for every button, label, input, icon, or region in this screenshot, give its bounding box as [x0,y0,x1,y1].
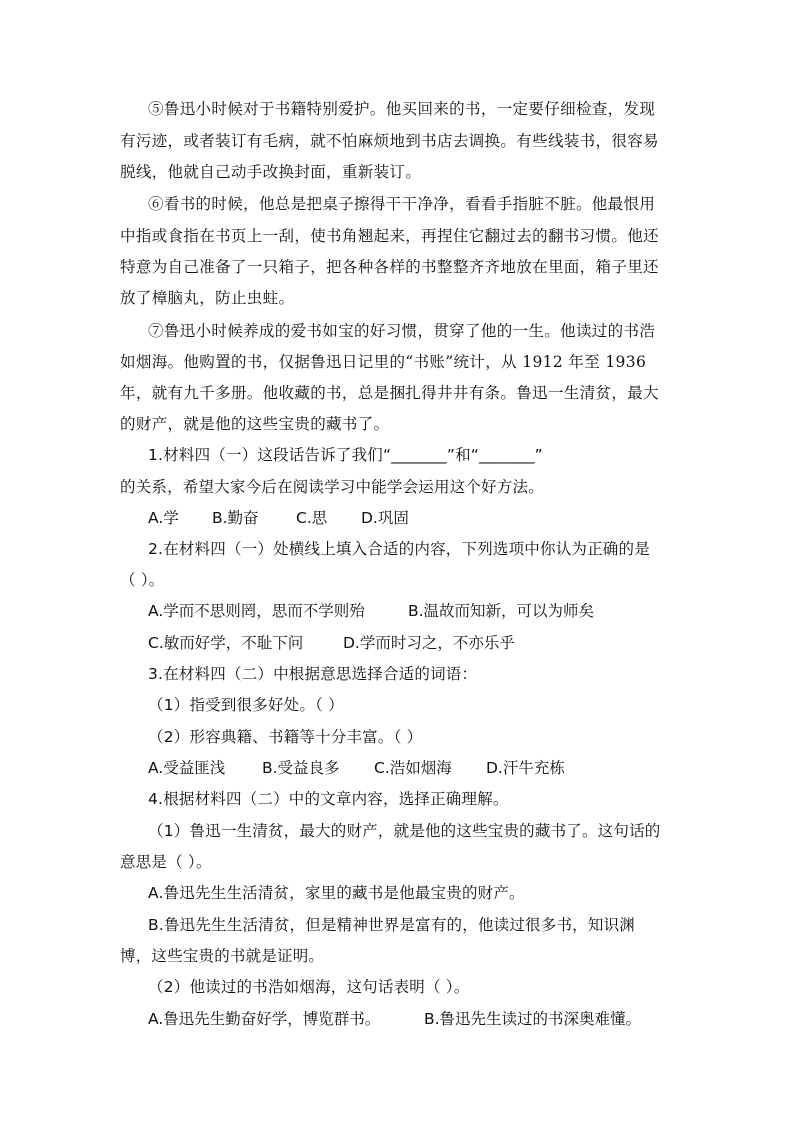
paragraph-6-line-3: 特意为自己准备了一只箱子，把各种各样的书整整齐齐地放在里面，箱子里还 [120,258,659,276]
question-3-option-a: A.受益匪浅 [148,759,226,777]
question-1-line-1: 1.材料四（一）这段话告诉了我们“_______”和“_______” [148,446,543,464]
paragraph-7-line-2: 如烟海。他购置的书，仅据鲁迅日记里的“书账”统计，从 1912 年至 1936 [120,353,647,371]
question-1-line-2: 的关系，希望大家今后在阅读学习中能学会运用这个好方法。 [120,478,544,496]
question-3-option-c: C.浩如烟海 [374,759,452,777]
paragraph-6-line-1: ⑥看书的时候，他总是把桌子擦得干干净净，看看手指脏不脏。他最恨用 [148,195,656,213]
question-3-option-d: D.汗牛充栋 [486,759,565,777]
question-1-option-a: A.学 [148,509,179,527]
question-4-line-1: 4.根据材料四（二）中的文章内容，选择正确理解。 [148,790,509,808]
question-2-line-1: 2.在材料四（一）处横线上填入合适的内容，下列选项中你认为正确的是 [148,540,650,558]
question-3-option-b: B.受益良多 [262,759,340,777]
question-2-option-b: B.温故而知新，可以为师矣 [408,602,595,620]
paragraph-5-line-1: ⑤鲁迅小时候对于书籍特别爱护。他买回来的书，一定要仔细检查，发现 [148,100,656,118]
question-4-sub-1-option-b-line-1: B.鲁迅先生生活清贫，但是精神世界是富有的，他读过很多书，知识渊 [148,916,635,934]
question-4-sub-1-option-b-line-2: 博，这些宝贵的书就是证明。 [120,947,325,965]
question-1-option-b: B.勤奋 [212,509,259,527]
paragraph-5-line-3: 脱线，他就自己动手改换封面，重新装订。 [120,163,422,181]
question-4-sub-2-line-1: （2）他读过的书浩如烟海，这句话表明（ ）。 [148,978,470,996]
paragraph-6-line-4: 放了樟脑丸，防止虫蛀。 [120,289,295,307]
question-1-option-c: C.思 [296,509,328,527]
question-4-sub-1-option-a: A.鲁迅先生生活清贫，家里的藏书是他最宝贵的财产。 [148,884,525,902]
question-4-sub-1-line-2: 意思是（ ）。 [120,853,212,871]
paragraph-6-line-2: 中指或食指在书页上一刮，使书角翘起来，再捏住它翻过去的翻书习惯。他还 [120,227,659,245]
question-2-option-c: C.敏而好学，不耻下问 [148,634,304,652]
question-3-sub-1: （1）指受到很多好处。（ ） [148,696,344,714]
paragraph-5-line-2: 有污迹，或者装订有毛病，就不怕麻烦地到书店去调换。有些线装书，很容易 [120,132,659,150]
paragraph-7-line-4: 的财产，就是他的这些宝贵的藏书了。 [120,415,390,433]
question-3-sub-2: （2）形容典籍、书籍等十分丰富。（ ） [148,728,423,746]
question-1-option-d: D.巩固 [361,509,409,527]
question-2-option-d: D.学而时习之，不亦乐乎 [343,634,515,652]
paragraph-7-line-3: 年，就有九千多册。他收藏的书，总是捆扎得井井有条。鲁迅一生清贫，最大 [120,384,659,402]
paragraph-7-line-1: ⑦鲁迅小时候养成的爱书如宝的好习惯，贯穿了他的一生。他读过的书浩 [148,322,656,340]
question-4-sub-2-option-b: B.鲁迅先生读过的书深奥难懂。 [424,1010,642,1028]
question-3-line-1: 3.在材料四（二）中根据意思选择合适的词语： [148,665,478,683]
question-4-sub-1-line-1: （1）鲁迅一生清贫，最大的财产，就是他的这些宝贵的藏书了。这句话的 [148,822,661,840]
question-4-sub-2-option-a: A.鲁迅先生勤奋好学，博览群书。 [148,1010,381,1028]
question-2-option-a: A.学而不思则罔，思而不学则殆 [148,602,365,620]
question-2-line-2: （ ）。 [120,571,165,589]
